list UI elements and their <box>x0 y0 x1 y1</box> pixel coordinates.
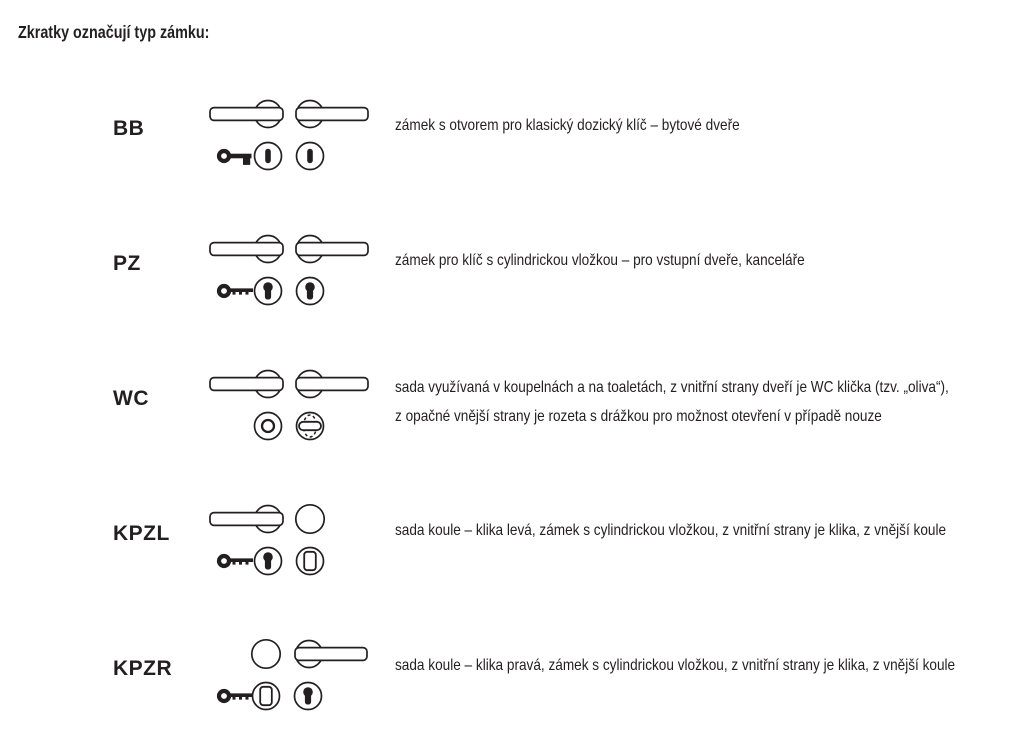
bb-keyhole-rosette-icon <box>255 143 282 170</box>
lock-type-row-bb <box>0 98 1011 178</box>
description-line: sada koule – klika levá, zámek s cylindrickou vložkou, z vnitřní strany je klika, z vnější koule <box>395 522 947 539</box>
lock-description <box>395 111 740 140</box>
blind-rosette-icon <box>253 683 280 710</box>
lockset-illustration <box>202 368 372 444</box>
lock-type-row-kpzl <box>0 503 1011 583</box>
knob-ball-icon <box>296 505 324 533</box>
lever-handle-right-icon <box>296 371 368 398</box>
lockset-illustration <box>202 233 372 309</box>
pz-keyhole-rosette-icon <box>295 683 322 710</box>
lockset-illustration <box>202 98 372 174</box>
lock-type-row-wc <box>0 368 1011 448</box>
lever-handle-left-icon <box>210 101 283 128</box>
lock-type-row-kpzr <box>0 638 1011 718</box>
cylinder-key-icon <box>219 286 253 296</box>
description-line: sada využívaná v koupelnách a na toaletách, z vnitřní strany dveří je WC klička (tzv. „oliva“), <box>395 379 949 396</box>
classic-bit-key-icon <box>219 151 252 165</box>
pz-keyhole-rosette-icon <box>297 278 324 305</box>
lock-description <box>395 246 805 275</box>
pz-keyhole-rosette-icon <box>255 278 282 305</box>
blind-rosette-icon <box>297 548 324 575</box>
description-line: sada koule – klika pravá, zámek s cylindrickou vložkou, z vnitřní strany je klika, z vnější koule <box>395 657 956 674</box>
lever-handle-left-icon <box>210 371 283 398</box>
lever-handle-left-icon <box>210 506 283 533</box>
lever-handle-left-icon <box>210 236 283 263</box>
lock-code-label: KPZR <box>113 657 173 680</box>
lock-code-label: BB <box>113 117 145 140</box>
lever-handle-right-icon <box>295 641 367 668</box>
cylinder-key-icon <box>219 556 253 566</box>
knob-ball-icon <box>252 640 280 668</box>
lock-description <box>395 651 955 680</box>
wc-emergency-rosette-icon <box>255 413 282 440</box>
lever-handle-right-icon <box>296 101 368 128</box>
description-line: zámek pro klíč s cylindrickou vložkou – pro vstupní dveře, kanceláře <box>395 252 805 269</box>
lockset-illustration <box>202 638 372 714</box>
lockset-illustration <box>202 503 372 579</box>
cylinder-key-icon <box>219 691 253 701</box>
bb-keyhole-rosette-icon <box>297 143 324 170</box>
lever-handle-right-icon <box>296 236 368 263</box>
lock-description <box>395 516 946 545</box>
lock-type-row-pz <box>0 233 1011 313</box>
lock-code-label: PZ <box>113 252 141 275</box>
pz-keyhole-rosette-icon <box>255 548 282 575</box>
lock-code-label: WC <box>113 387 149 410</box>
page-title: Zkratky označují typ zámku: <box>18 22 210 42</box>
wc-oliva-turn-rosette-icon <box>297 413 324 440</box>
lock-code-label: KPZL <box>113 522 170 545</box>
description-line: zámek s otvorem pro klasický dozický klíč – bytové dveře <box>395 117 740 134</box>
lock-description <box>395 373 949 431</box>
description-line: z opačné vnější strany je rozeta s drážkou pro možnost otevření v případě nouze <box>395 408 882 425</box>
